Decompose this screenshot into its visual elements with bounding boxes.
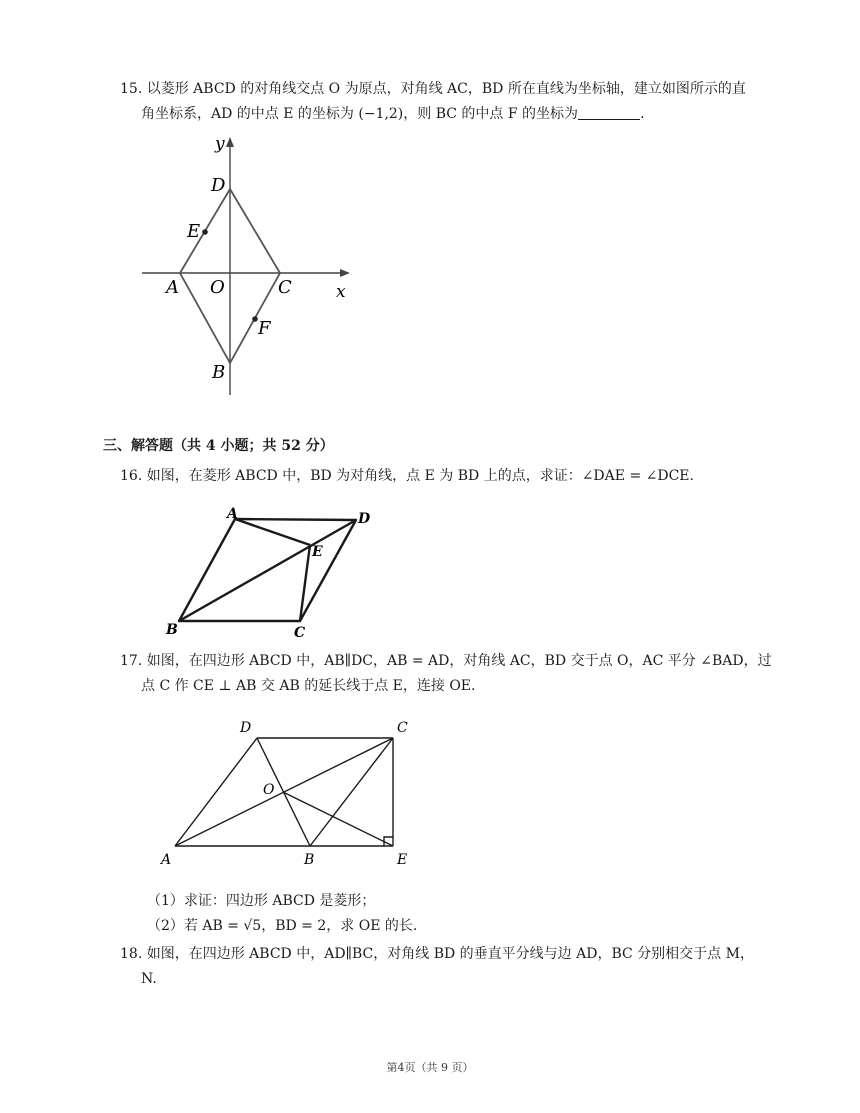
label-x: x [336,282,346,302]
q16-diagram [160,500,370,640]
label-d: D [211,175,226,196]
section-title: 三、解答题（共 4 小题；共 52 分） [103,438,334,454]
label-c: C [397,720,408,736]
q15-text-line1: 15. 以菱形 ABCD 的对角线交点 O 为原点，对角线 AC，BD 所在直线为坐标轴，建立如图所示的直 [120,81,746,97]
segment-ae [235,519,310,545]
segment-ad [175,738,257,846]
q15-diagram [138,131,358,401]
point-e [202,229,208,235]
label-b: B [304,852,315,868]
q17-part2: （2）若 AB = √5，BD = 2，求 OE 的长. [147,918,418,934]
q18-text-line1: 18. 如图，在四边形 ABCD 中，AD∥BC，对角线 BD 的垂直平分线与边 AD，BC 分别相交于点 M， [120,946,754,962]
q15-text-line2-main: 角坐标系，AD 的中点 E 的坐标为 (−1,2)，则 BC 的中点 F 的坐标为 [141,106,579,122]
label-a: A [227,506,238,522]
y-axis-arrow [226,137,234,147]
q16-text: 16. 如图，在菱形 ABCD 中，BD 为对角线，点 E 为 BD 上的点，求证：∠DAE = ∠DCE. [120,468,694,484]
label-a: A [166,277,179,298]
page-footer: 第4页（共 9 页） [386,1061,474,1074]
q17-text-line2: 点 C 作 CE ⊥ AB 交 AB 的延长线于点 E，连接 OE. [141,678,476,694]
q16-figure [160,500,370,644]
label-o: O [210,277,225,298]
q15-text-line2 [141,104,645,124]
q17-text-line1: 17. 如图，在四边形 ABCD 中，AB∥DC，AB = AD，对角线 AC，BD 交于点 O，AC 平分 ∠BAD，过 [120,653,772,669]
label-c: C [294,625,306,640]
x-axis-arrow [340,269,350,277]
label-a: A [161,852,172,868]
label-o: O [263,782,275,798]
label-e: E [187,221,201,242]
label-f: F [258,318,271,339]
label-d: D [358,511,370,527]
label-b: B [166,622,178,638]
label-b: B [212,362,226,383]
answer-blank [578,105,640,120]
label-y: y [215,134,225,154]
q17-diagram [155,712,425,872]
label-e: E [397,852,408,868]
q15-text-line2-end: . [640,106,645,122]
q18-text-line2: N. [141,971,157,987]
label-e: E [312,544,323,560]
q15-figure [138,131,358,405]
label-d: D [240,720,252,736]
point-f [252,316,258,322]
q17-part1: （1）求证：四边形 ABCD 是菱形； [147,893,376,909]
label-c: C [278,277,292,298]
q17-figure [155,712,425,876]
segment-bc [310,738,393,846]
segment-oe [283,792,393,846]
